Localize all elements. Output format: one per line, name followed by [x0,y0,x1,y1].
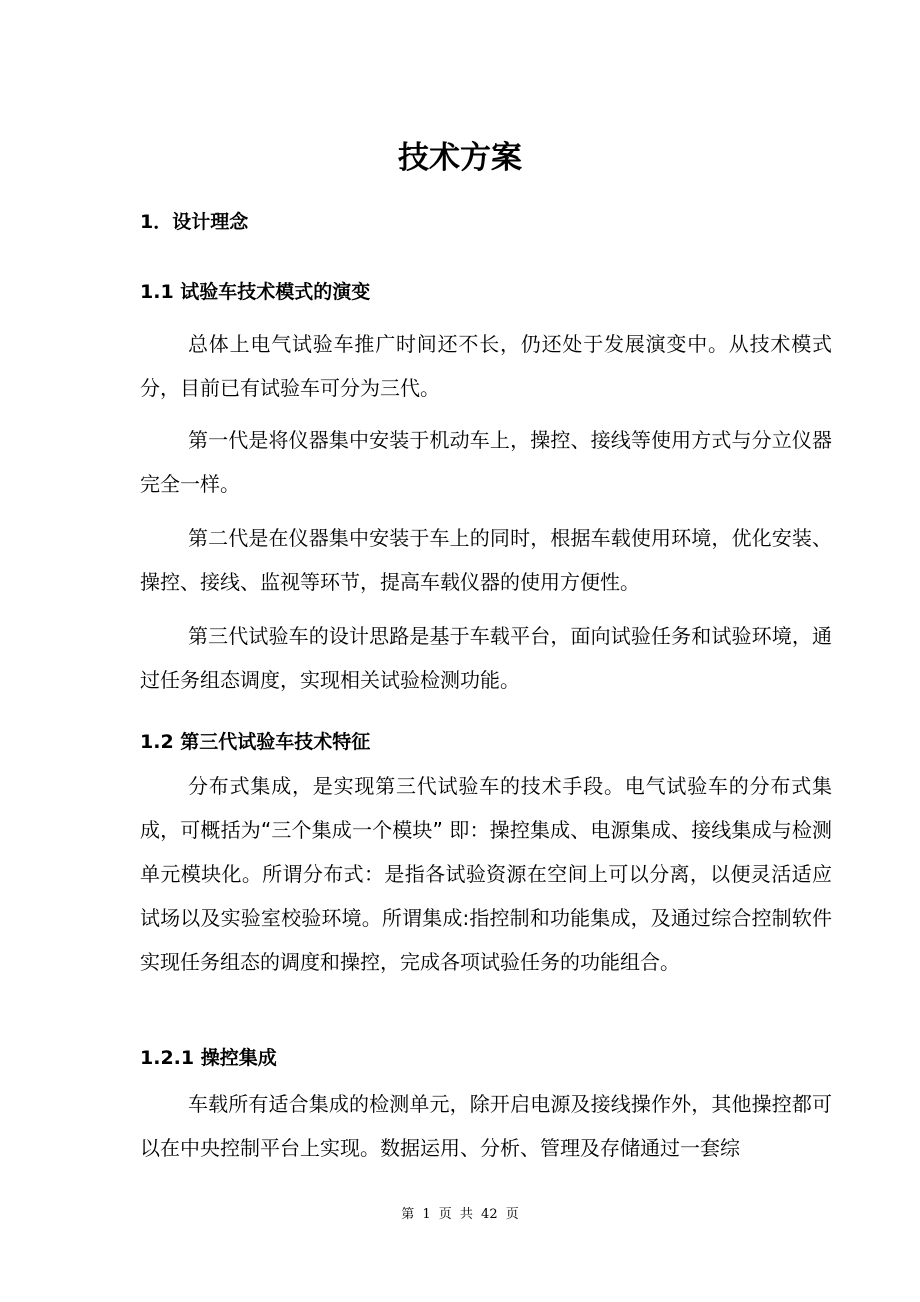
section-heading-1-2: 1.2 第三代试验车技术特征 [140,731,371,753]
paragraph-control-integration: 车载所有适合集成的检测单元，除开启电源及接线操作外，其他操控都可以在中央控制平台上实现。数据运用、分析、管理及存储通过一套综 [140,1092,832,1160]
page-title: 技术方案 [398,140,522,176]
section-heading-1-1: 1.1 试验车技术模式的演变 [140,281,371,303]
paragraph-third-generation: 第三代试验车的设计思路是基于车载平台，面向试验任务和试验环境，通过任务组态调度，实现相关试验检测功能。 [140,624,832,692]
paragraph-evolution-intro: 总体上电气试验车推广时间还不长，仍还处于发展演变中。从技术模式分，目前已有试验车可分为三代。 [140,332,832,400]
page-footer: 第 1 页 共 42 页 [401,1207,519,1222]
paragraph-distributed-integration: 分布式集成，是实现第三代试验车的技术手段。电气试验车的分布式集成，可概括为“三个集成一个模块” 即：操控集成、电源集成、接线集成与检测单元模块化。所谓分布式：是指各试验资源在空间上可以分离，以便灵活适应试场以及实验室校验环境。所谓集成:指控制和功能集成，及通过综合控制软件实现任务组态的调度和操控，完成各项试验任务的功能组合。 [140,774,832,974]
section-heading-1-2-1: 1.2.1 操控集成 [140,1047,277,1069]
section-heading-design-concept: 1．设计理念 [140,211,249,233]
paragraph-first-generation: 第一代是将仪器集中安装于机动车上，操控、接线等使用方式与分立仪器完全一样。 [140,428,832,496]
paragraph-second-generation: 第二代是在仪器集中安装于车上的同时，根据车载使用环境，优化安装、操控、接线、监视等环节，提高车载仪器的使用方便性。 [140,526,832,594]
